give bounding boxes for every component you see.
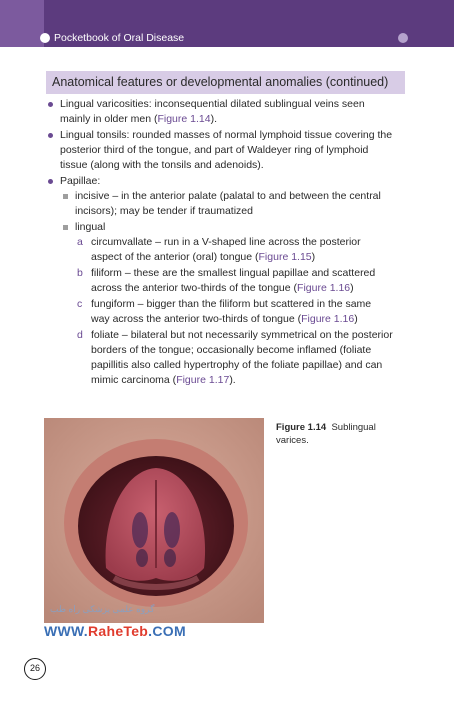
figure-ref-link[interactable]: Figure 1.15 [258, 251, 312, 263]
list-letter-c: c [77, 298, 83, 310]
circumvallate-line-2 [91, 250, 315, 265]
tonsils-line-2: posterior third of the tongue, and part of Waldeyer ring of lymphoid [60, 144, 369, 156]
figure-label: Figure 1.14 [276, 422, 327, 433]
figure-photo [44, 418, 264, 623]
bullet-marker [48, 133, 53, 138]
fungiform-line-1: fungiform – bigger than the filiform but scattered in the same [91, 298, 372, 310]
header-dot-right [398, 33, 408, 43]
section-heading: Anatomical features or developmental anomalies (continued) [46, 71, 405, 94]
varicosities-line-1: Lingual varicosities: inconsequential dilated sublingual veins seen [60, 98, 365, 110]
sub-bullet-marker [63, 194, 68, 199]
filiform-line-2 [91, 281, 354, 296]
foliate-line-1: foliate – bilateral but not necessarily symmetrical on the posterior [91, 329, 393, 341]
figure-caption-text: Sublingual varices. [276, 422, 376, 446]
book-title: Pocketbook of Oral Disease [54, 32, 185, 44]
figure-ref-link[interactable]: Figure 1.14 [157, 113, 211, 125]
incisive-line-1: incisive – in the anterior palate (palatal to and between the central [75, 190, 381, 202]
watermark-persian: گروه علمی پزشکی راه طب [50, 604, 155, 614]
varicosities-text-2b: ). [210, 113, 217, 125]
incisive-line-2: incisors); may be tender if traumatized [75, 205, 253, 217]
figure-ref-link[interactable]: Figure 1.17 [176, 374, 230, 386]
fungiform-text-2b: ) [354, 313, 358, 325]
watermark-text-a: WWW. [44, 623, 88, 639]
bullet-marker [48, 179, 53, 184]
watermark-text-c: .COM [148, 623, 186, 639]
filiform-text-2b: ) [350, 282, 354, 294]
list-letter-a: a [77, 236, 83, 248]
papillae-label: Papillae: [60, 175, 101, 187]
foliate-text-4a: mimic carcinoma ( [91, 374, 177, 386]
foliate-text-4b: ). [229, 374, 236, 386]
figure-ref-link[interactable]: Figure 1.16 [297, 282, 351, 294]
tonsils-line-1: Lingual tonsils: rounded masses of normal lymphoid tissue covering the [60, 129, 393, 141]
foliate-line-4 [91, 373, 236, 388]
foliate-line-3: papillitis also called hypertrophy of the foliate papillae) and can [91, 359, 383, 371]
header-dot-left [40, 33, 50, 43]
figure-caption [276, 421, 396, 447]
circumvallate-text-2a: aspect of the anterior (oral) tongue ( [91, 251, 259, 263]
bullet-marker [48, 102, 53, 107]
header-tab [0, 0, 44, 47]
varicosities-line-2 [60, 112, 217, 127]
tonsils-line-3: tissue (along with the tonsils and adenoids). [60, 159, 264, 171]
circumvallate-text-2b: ) [311, 251, 316, 263]
tongue-illustration [44, 418, 264, 623]
foliate-line-2: borders of the tongue; occasionally become inflamed (foliate [91, 344, 372, 356]
watermark-text-b: RaheTeb [87, 623, 149, 639]
filiform-text-2a: across the anterior two-thirds of the tongue ( [91, 282, 298, 294]
page-number: 26 [24, 658, 46, 680]
lingual-label: lingual [75, 221, 106, 233]
fungiform-text-2a: way across the anterior two-thirds of tongue ( [91, 313, 302, 325]
filiform-line-1: filiform – these are the smallest lingual papillae and scattered [91, 267, 376, 279]
list-letter-b: b [77, 267, 83, 279]
varicosities-text-2a: mainly in older men ( [60, 113, 158, 125]
sub-bullet-marker [63, 225, 68, 230]
circumvallate-line-1: circumvallate – run in a V-shaped line across the posterior [91, 236, 361, 248]
figure-ref-link[interactable]: Figure 1.16 [301, 313, 355, 325]
fungiform-line-2 [91, 312, 358, 327]
watermark-url [44, 623, 186, 639]
list-letter-d: d [77, 329, 83, 341]
